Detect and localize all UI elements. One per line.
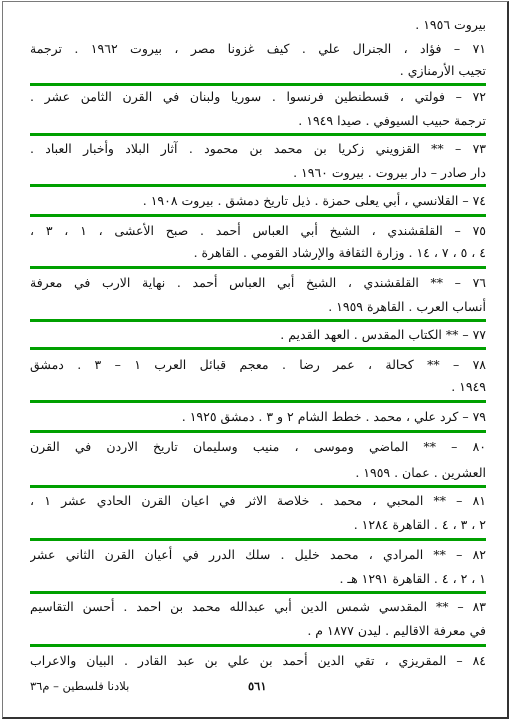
text-line: ٧٦ – ** القلقشندي ، الشيخ أبي العباس أحمد . نهاية الارب في معرفة: [30, 275, 486, 290]
highlight-rule: [30, 266, 486, 269]
highlight-rule: [30, 591, 486, 594]
text-line: ٨٣ – ** المقدسي شمس الدين أبي عبدالله محمد بن احمد . أحسن التقاسيم: [30, 599, 486, 614]
highlight-rule: [30, 485, 486, 488]
text-line: ترجمة حبيب السيوفي . صيدا ١٩٤٩ .: [298, 113, 486, 128]
highlight-rule: [30, 319, 486, 322]
text-line: ٨٤ – المقريزي ، تقي الدين أحمد بن علي بن عبد القادر . البيان والاعراب: [30, 653, 486, 668]
text-line: تجيب الأرمنازي .: [399, 63, 486, 78]
highlight-rule: [30, 184, 486, 187]
text-line: ١ ، ٢ ، ٤ . القاهرة ١٢٩١ هـ .: [339, 571, 486, 586]
highlight-rule: [30, 430, 486, 433]
text-line: ٧٧ – ** الكتاب المقدس . العهد القديم .: [280, 327, 486, 342]
highlight-rule: [30, 538, 486, 541]
text-line: ٢ ، ٣ ، ٤ . القاهرة ١٢٨٤ .: [353, 517, 486, 532]
text-line: دار صادر – دار بيروت . بيروت ١٩٦٠ .: [293, 165, 486, 180]
highlight-rule: [30, 347, 486, 350]
text-line: ٤ ، ٥ ، ٧ ، ١٤ . وزارة الثقافة والإرشاد القومي . القاهرة .: [193, 245, 486, 260]
text-line: ٧٥ – القلقشندي ، الشيخ أبي العباس أحمد . صبح الأعشى ، ١ ، ٣ ،: [30, 223, 486, 238]
highlight-rule: [30, 214, 486, 217]
text-line: ٨٠ – ** الماضي وموسى ، منيب وسليمان تاريخ الاردن في القرن: [30, 439, 486, 454]
page-number: ٥٦١: [248, 679, 267, 693]
text-line: العشرين . عمان . ١٩٥٩ .: [355, 465, 486, 480]
running-title: بلادنا فلسطين – م٣٦: [30, 679, 130, 693]
text-line: ٧٤ – القلانسي ، أبي يعلى حمزة . ذيل تاريخ دمشق . بيروت ١٩٠٨ .: [142, 193, 486, 208]
text-line: أنساب العرب . القاهرة ١٩٥٩ .: [328, 299, 486, 314]
highlight-rule: [30, 400, 486, 403]
text-line: ٧٣ – ** القزويني زكريا بن محمد بن محمود . آثار البلاد وأخبار العباد .: [30, 141, 486, 156]
text-line: ٧٢ – فولتي ، قسطنطين فرنسوا . سوريا ولبنان في القرن الثامن عشر .: [30, 89, 486, 104]
text-line: ٧٩ – كرد علي ، محمد . خطط الشام ٢ و ٣ . دمشق ١٩٢٥ .: [181, 409, 486, 424]
page-footer: [30, 679, 486, 697]
highlight-rule: [30, 133, 486, 136]
text-line: ٨١ – ** المحبي ، محمد . خلاصة الاثر في اعيان القرن الحادي عشر ١ ،: [30, 493, 486, 508]
text-line: بيروت ١٩٥٦ .: [415, 17, 486, 32]
text-line: في معرفة الاقاليم . ليدن ١٨٧٧ م .: [307, 623, 486, 638]
text-line: ٧٨ – ** كحالة ، عمر رضا . معجم قبائل العرب ١ – ٣ . دمشق: [30, 357, 486, 372]
text-line: ٧١ – فؤاد ، الجنرال علي . كيف غزونا مصر ، بيروت ١٩٦٢ . ترجمة: [30, 41, 486, 56]
text-line: ١٩٤٩ .: [451, 379, 486, 394]
text-line: ٨٢ – ** المرادي ، محمد خليل . سلك الدرر في أعيان القرن الثاني عشر: [30, 547, 486, 562]
highlight-rule: [30, 644, 486, 647]
